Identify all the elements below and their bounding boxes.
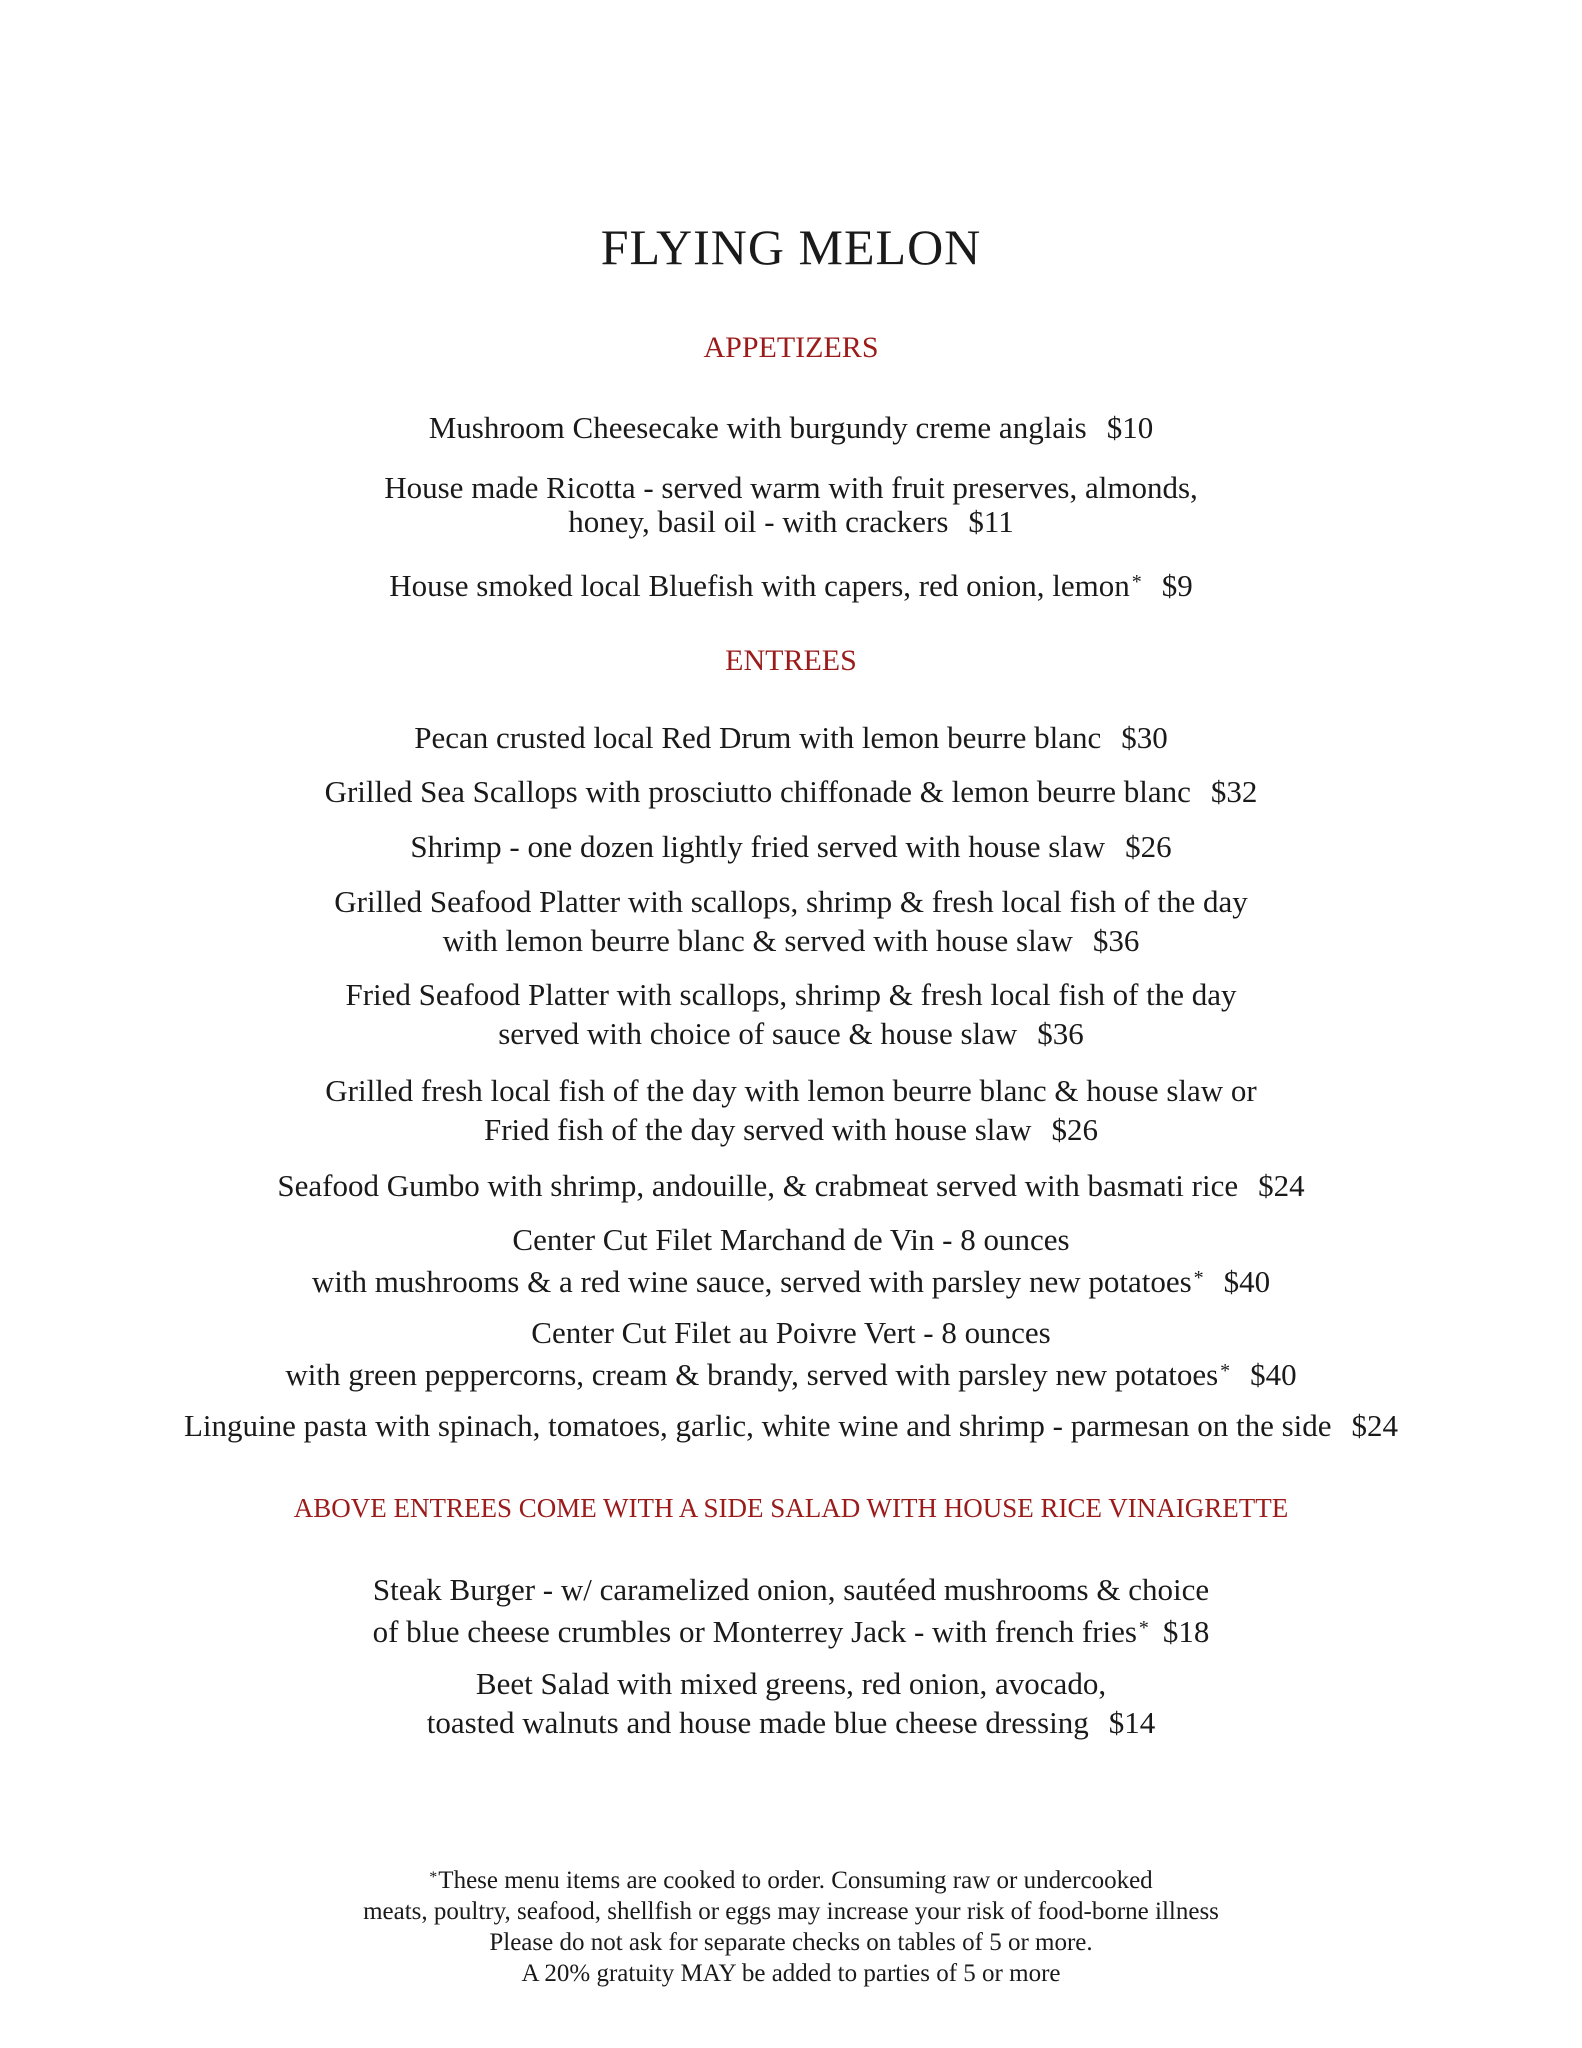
footnote-line: A 20% gratuity MAY be added to parties of 5 or more: [521, 1960, 1061, 1987]
menu-item-price: $30: [1121, 720, 1168, 755]
entrees-heading: ENTREES: [725, 644, 857, 677]
menu-item: [0, 975, 1582, 1053]
menu-item-price: $18: [1162, 1614, 1210, 1649]
menu-item-description: Linguine pasta with spinach, tomatoes, garlic, white wine and shrimp - parmesan on the side: [183, 1408, 1332, 1443]
menu-item-price: $40: [1223, 1264, 1271, 1299]
menu-item: [0, 827, 1582, 866]
asterisk-mark: *: [1138, 1617, 1149, 1639]
appetizers-heading: APPETIZERS: [703, 331, 879, 364]
asterisk-mark: *: [1220, 1360, 1231, 1382]
menu-item-price: $9: [1161, 568, 1193, 603]
menu-item: [0, 1166, 1582, 1205]
menu-item-description: with green peppercorns, cream & brandy, served with parsley new potatoes: [285, 1357, 1219, 1392]
menu-item-description: Center Cut Filet au Poivre Vert - 8 ounces: [531, 1315, 1051, 1350]
menu-item-description: with mushrooms & a red wine sauce, served with parsley new potatoes: [311, 1264, 1192, 1299]
menu-item-description: Seafood Gumbo with shrimp, andouille, & crabmeat served with basmati rice: [277, 1168, 1239, 1203]
menu-item-description: Grilled fresh local fish of the day with lemon beurre blanc & house slaw or: [325, 1073, 1257, 1108]
footnote-line: These menu items are cooked to order. Consuming raw or undercooked: [438, 1867, 1153, 1894]
menu-item: [0, 1071, 1582, 1149]
menu-item-price: $24: [1258, 1168, 1305, 1203]
footnote-line: Please do not ask for separate checks on tables of 5 or more.: [489, 1929, 1093, 1956]
menu-item: [0, 408, 1582, 447]
menu-item-price: $26: [1125, 829, 1172, 864]
menu-item: [0, 882, 1582, 960]
menu-item-description: served with choice of sauce & house slaw: [498, 1016, 1018, 1051]
menu-item: [0, 772, 1582, 811]
menu-item-price: $24: [1351, 1408, 1399, 1443]
menu-item-description: Grilled Seafood Platter with scallops, shrimp & fresh local fish of the day: [334, 884, 1248, 919]
menu-item-description: Center Cut Filet Marchand de Vin - 8 ounces: [512, 1222, 1070, 1257]
menu-item-description: honey, basil oil - with crackers: [568, 504, 949, 539]
asterisk-mark: *: [1131, 571, 1142, 593]
menu-item-price: $36: [1037, 1016, 1084, 1051]
menu-item-price: $36: [1092, 923, 1140, 958]
menu-item-description: with lemon beurre blanc & served with house slaw: [442, 923, 1073, 958]
menu-item-price: $26: [1051, 1112, 1099, 1147]
menu-item-description: Pecan crusted local Red Drum with lemon beurre blanc: [414, 720, 1102, 755]
menu-item: [0, 1664, 1582, 1742]
menu-item: [0, 563, 1582, 605]
menu-item-description: Beet Salad with mixed greens, red onion, avocado,: [475, 1666, 1107, 1701]
menu-item-price: $32: [1210, 774, 1258, 809]
menu-item: [0, 1313, 1582, 1394]
menu-item-description: toasted walnuts and house made blue cheese dressing: [426, 1705, 1089, 1740]
menu-item-description: Fried fish of the day served with house slaw: [483, 1112, 1032, 1147]
menu-item: [0, 468, 1582, 541]
footnote: [0, 1862, 1582, 1989]
restaurant-name: FLYING MELON: [600, 219, 982, 275]
menu-item: [0, 718, 1582, 757]
asterisk-mark: *: [1193, 1267, 1204, 1289]
menu-item-price: $10: [1106, 410, 1154, 445]
menu-item-price: $40: [1250, 1357, 1297, 1392]
menu-item: [0, 1220, 1582, 1301]
menu-item-description: Grilled Sea Scallops with prosciutto chiffonade & lemon beurre blanc: [324, 774, 1191, 809]
menu-item-description: Steak Burger - w/ caramelized onion, sautéed mushrooms & choice: [372, 1572, 1210, 1607]
footnote-line: meats, poultry, seafood, shellfish or eggs may increase your risk of food-borne illness: [363, 1898, 1219, 1925]
side-salad-note: ABOVE ENTREES COME WITH A SIDE SALAD WITH HOUSE RICE VINAIGRETTE: [293, 1493, 1289, 1523]
menu-item-description: Fried Seafood Platter with scallops, shrimp & fresh local fish of the day: [345, 977, 1237, 1012]
menu-item-description: of blue cheese crumbles or Monterrey Jack - with french fries: [372, 1614, 1137, 1649]
menu-item-description: House smoked local Bluefish with capers, red onion, lemon: [389, 568, 1130, 603]
menu-item-description: House made Ricotta - served warm with fruit preserves, almonds,: [384, 470, 1198, 505]
menu-item-description: Mushroom Cheesecake with burgundy creme anglais: [428, 410, 1087, 445]
asterisk-mark: *: [429, 1869, 438, 1886]
menu-item-price: $14: [1108, 1705, 1156, 1740]
menu-item: [0, 1570, 1582, 1651]
menu-item-price: $11: [968, 504, 1014, 539]
menu-item: [0, 1406, 1582, 1445]
menu-item-description: Shrimp - one dozen lightly fried served with house slaw: [410, 829, 1106, 864]
